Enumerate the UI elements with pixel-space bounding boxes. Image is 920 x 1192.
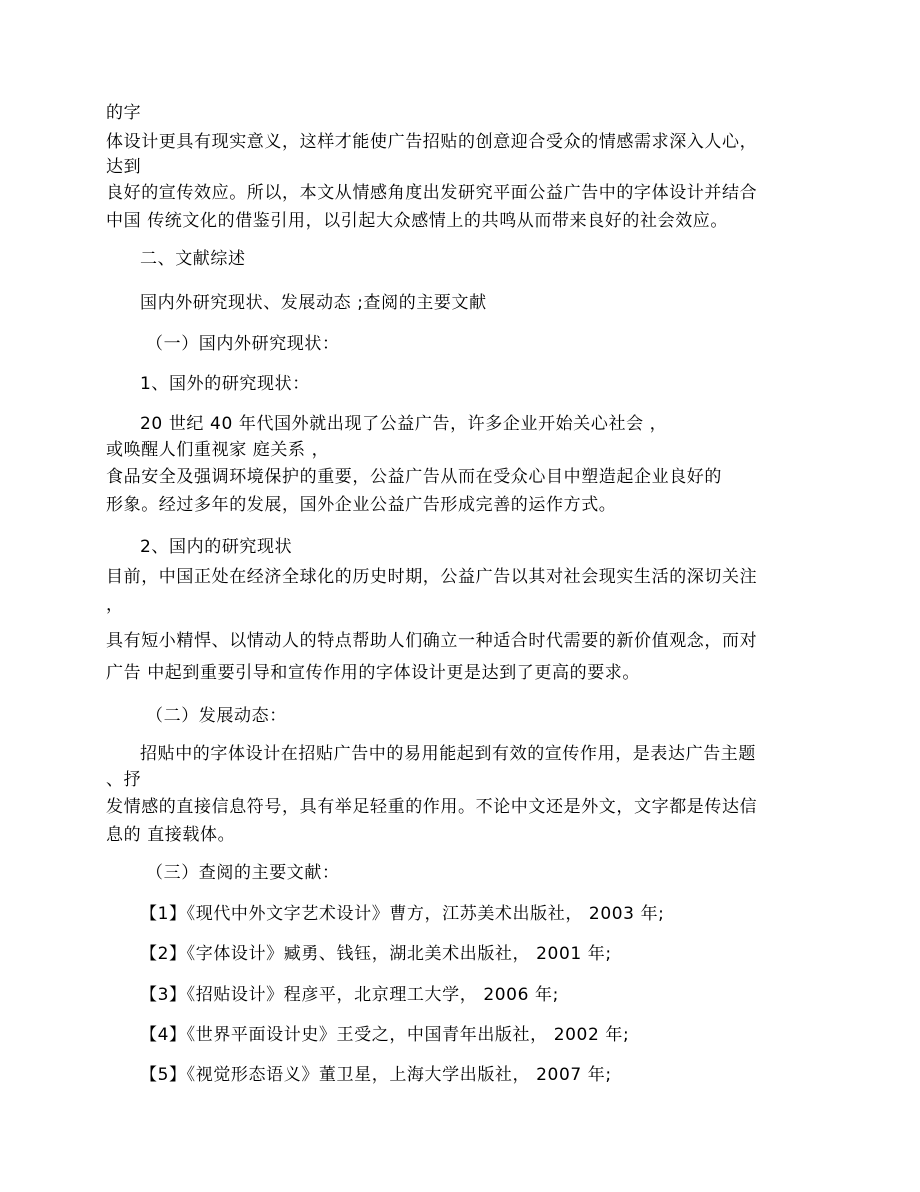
part2-line-3: 发情感的直接信息符号，具有举足轻重的作用。不论中文还是外文，文字都是传达信 bbox=[106, 797, 758, 817]
foreign-line-4: 形象。经过多年的发展，国外企业公益广告形成完善的运作方式。 bbox=[106, 495, 617, 515]
reference-item-2: 【2】《字体设计》臧勇、钱钰，湖北美术出版社， 2001 年; bbox=[140, 944, 612, 964]
reference-item-5: 【5】《视觉形态语义》董卫星，上海大学出版社， 2007 年; bbox=[140, 1065, 612, 1085]
intro-line-4: 良好的宣传效应。所以，本文从情感角度出发研究平面公益广告中的字体设计并结合 bbox=[106, 183, 758, 203]
reference-item-1: 【1】《现代中外文字艺术设计》曹方，江苏美术出版社， 2003 年; bbox=[140, 904, 665, 924]
section-subtitle: 国内外研究现状、发展动态 ;查阅的主要文献 bbox=[140, 293, 487, 313]
section-heading: 二、文献综述 bbox=[140, 249, 246, 269]
part3-heading: （三）查阅的主要文献： bbox=[146, 863, 340, 883]
part2-line-4: 息的 直接载体。 bbox=[106, 825, 236, 845]
intro-line-3: 达到 bbox=[106, 157, 142, 177]
intro-line-2: 体设计更具有现实意义，这样才能使广告招贴的创意迎合受众的情感需求深入人心， bbox=[106, 132, 758, 152]
part2-line-2: 、抒 bbox=[106, 770, 142, 790]
domestic-line-3: 具有短小精悍、以情动人的特点帮助人们确立一种适合时代需要的新价值观念，而对 bbox=[106, 631, 758, 651]
foreign-line-1: 20 世纪 40 年代国外就出现了公益广告，许多企业开始关心社会 ， bbox=[140, 414, 668, 434]
domestic-line-4: 广告 中起到重要引导和宣传作用的字体设计更是达到了更高的要求。 bbox=[106, 663, 641, 683]
part2-heading: （二）发展动态： bbox=[146, 706, 287, 726]
domestic-heading: 2、国内的研究现状 bbox=[140, 537, 293, 557]
foreign-line-2: 或唤醒人们重视家 庭关系 ， bbox=[106, 440, 330, 460]
intro-line-5: 中国 传统文化的借鉴引用，以引起大众感情上的共鸣从而带来良好的社会效应。 bbox=[106, 211, 729, 231]
domestic-line-2: ， bbox=[106, 595, 124, 615]
domestic-line-1: 目前，中国正处在经济全球化的历史时期，公益广告以其对社会现实生活的深切关注 bbox=[106, 567, 758, 587]
part2-line-1: 招贴中的字体设计在招贴广告中的易用能起到有效的宣传作用，是表达广告主题 bbox=[140, 744, 756, 764]
foreign-line-3: 食品安全及强调环境保护的重要，公益广告从而在受众心目中塑造起企业良好的 bbox=[106, 467, 722, 487]
reference-item-3: 【3】《招贴设计》程彦平，北京理工大学， 2006 年; bbox=[140, 985, 559, 1005]
intro-line-1: 的字 bbox=[106, 103, 142, 123]
part1-heading: （一）国内外研究现状： bbox=[146, 334, 340, 354]
foreign-heading: 1、国外的研究现状： bbox=[140, 374, 310, 394]
reference-item-4: 【4】《世界平面设计史》王受之，中国青年出版社， 2002 年; bbox=[140, 1025, 630, 1045]
